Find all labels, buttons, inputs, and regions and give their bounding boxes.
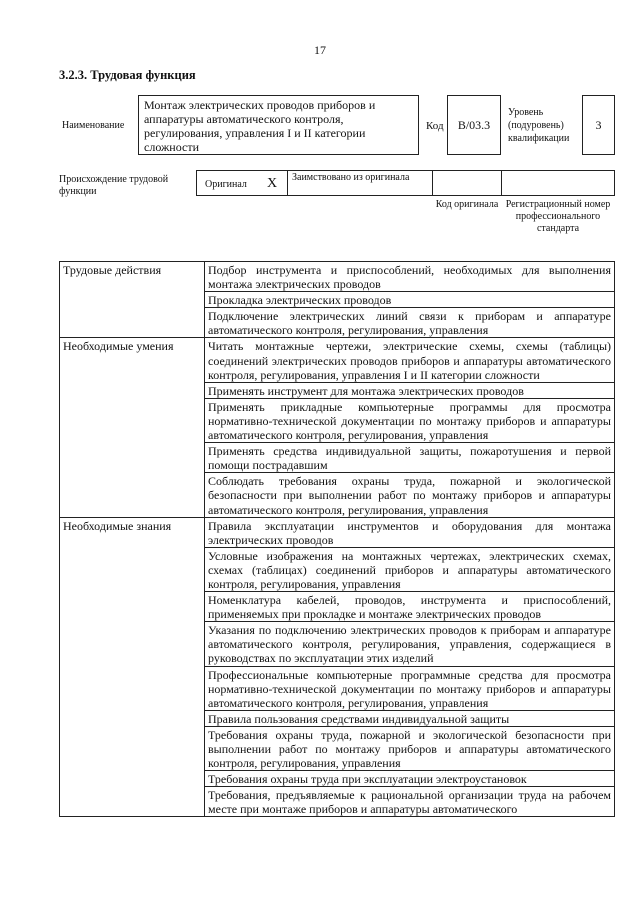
list-item: Требования охраны труда, пожарной и экологической безопасности при выполнении работ по монтажу приборов и аппаратуры автоматического контроля, регулирования, управления [205, 726, 615, 770]
code-value: B/03.3 [457, 117, 491, 132]
list-item: Применять прикладные компьютерные программы для просмотра нормативно-технической документации по монтажу приборов и аппаратуры автоматического контроля, регулирования, управления [205, 398, 615, 442]
borrowed-cell: Заимствовано из оригинала [287, 170, 433, 196]
list-item: Правила пользования средствами индивидуальной защиты [205, 710, 615, 726]
function-name-box: Монтаж электрических проводов приборов и аппаратуры автоматического контроля, регулирования, управления I и II категории сложности [138, 95, 419, 155]
table-row [60, 338, 615, 382]
list-item: Применять средства индивидуальной защиты, пожаротушения и первой помощи пострадавшим [205, 443, 615, 473]
table-row [60, 262, 615, 292]
code-value-box [447, 95, 501, 155]
list-item: Правила эксплуатации инструментов и оборудования для монтажа электрических проводов [205, 517, 615, 547]
list-item: Условные изображения на монтажных чертежах, электрических схемах, схемах (таблицах) соединений приборов и аппаратуры автоматического контроля, регулирования, управления [205, 547, 615, 591]
section-title-knowledge: Необходимые знания [60, 517, 205, 817]
section-title-skills: Необходимые умения [60, 338, 205, 517]
original-label: Оригинал [205, 179, 247, 190]
section-title: 3.2.3. Трудовая функция [59, 68, 196, 82]
page-number: 17 [314, 43, 326, 57]
section-title-actions: Трудовые действия [60, 262, 205, 338]
code-label: Код [426, 120, 444, 132]
reg-number-caption: Регистрационный номер профессионального стандарта [505, 199, 611, 234]
original-mark: X [267, 176, 278, 191]
list-item: Читать монтажные чертежи, электрические схемы, схемы (таблицы) соединений электрических проводов приборов и аппаратуры автоматического контроля, регулирования, управления I и II категории сложности [205, 338, 615, 382]
list-item: Подбор инструмента и приспособлений, необходимых для выполнения монтажа электрических проводов [205, 262, 615, 292]
code-original-caption: Код оригинала [435, 199, 499, 210]
name-label: Наименование [62, 120, 125, 131]
list-item: Требования, предъявляемые к рациональной организации труда на рабочем месте при монтаже приборов и аппаратуры автоматического [205, 787, 615, 817]
list-item: Применять инструмент для монтажа электрических проводов [205, 382, 615, 398]
origin-label: Происхождение трудовой функции [59, 174, 169, 197]
table-row [60, 517, 615, 547]
list-item: Прокладка электрических проводов [205, 292, 615, 308]
function-details-table [59, 261, 615, 817]
level-value: 3 [595, 117, 602, 132]
code-original-cell [432, 170, 502, 196]
list-item: Подключение электрических линий связи к приборам и аппаратуре автоматического контроля, регулирования, управления [205, 308, 615, 338]
list-item: Указания по подключению электрических проводов к приборам и аппаратуре автоматического контроля, регулирования, управления, содержащиеся в руководствах по эксплуатации этих изделий [205, 622, 615, 666]
level-value-box [582, 95, 615, 155]
level-label: Уровень (подуровень) квалификации [508, 107, 570, 144]
list-item: Соблюдать требования охраны труда, пожарной и экологической безопасности при выполнении работ по монтажу приборов и аппаратуры автоматического контроля, регулирования, управления [205, 473, 615, 517]
list-item: Требования охраны труда при эксплуатации электроустановок [205, 771, 615, 787]
reg-number-cell [501, 170, 615, 196]
list-item: Профессиональные компьютерные программные средства для просмотра нормативно-технической документации по монтажу приборов и аппаратуры автоматического контроля, регулирования, управления [205, 666, 615, 710]
original-cell [196, 170, 288, 196]
list-item: Номенклатура кабелей, проводов, инструмента и приспособлений, применяемых при прокладке и монтаже электрических проводов [205, 592, 615, 622]
